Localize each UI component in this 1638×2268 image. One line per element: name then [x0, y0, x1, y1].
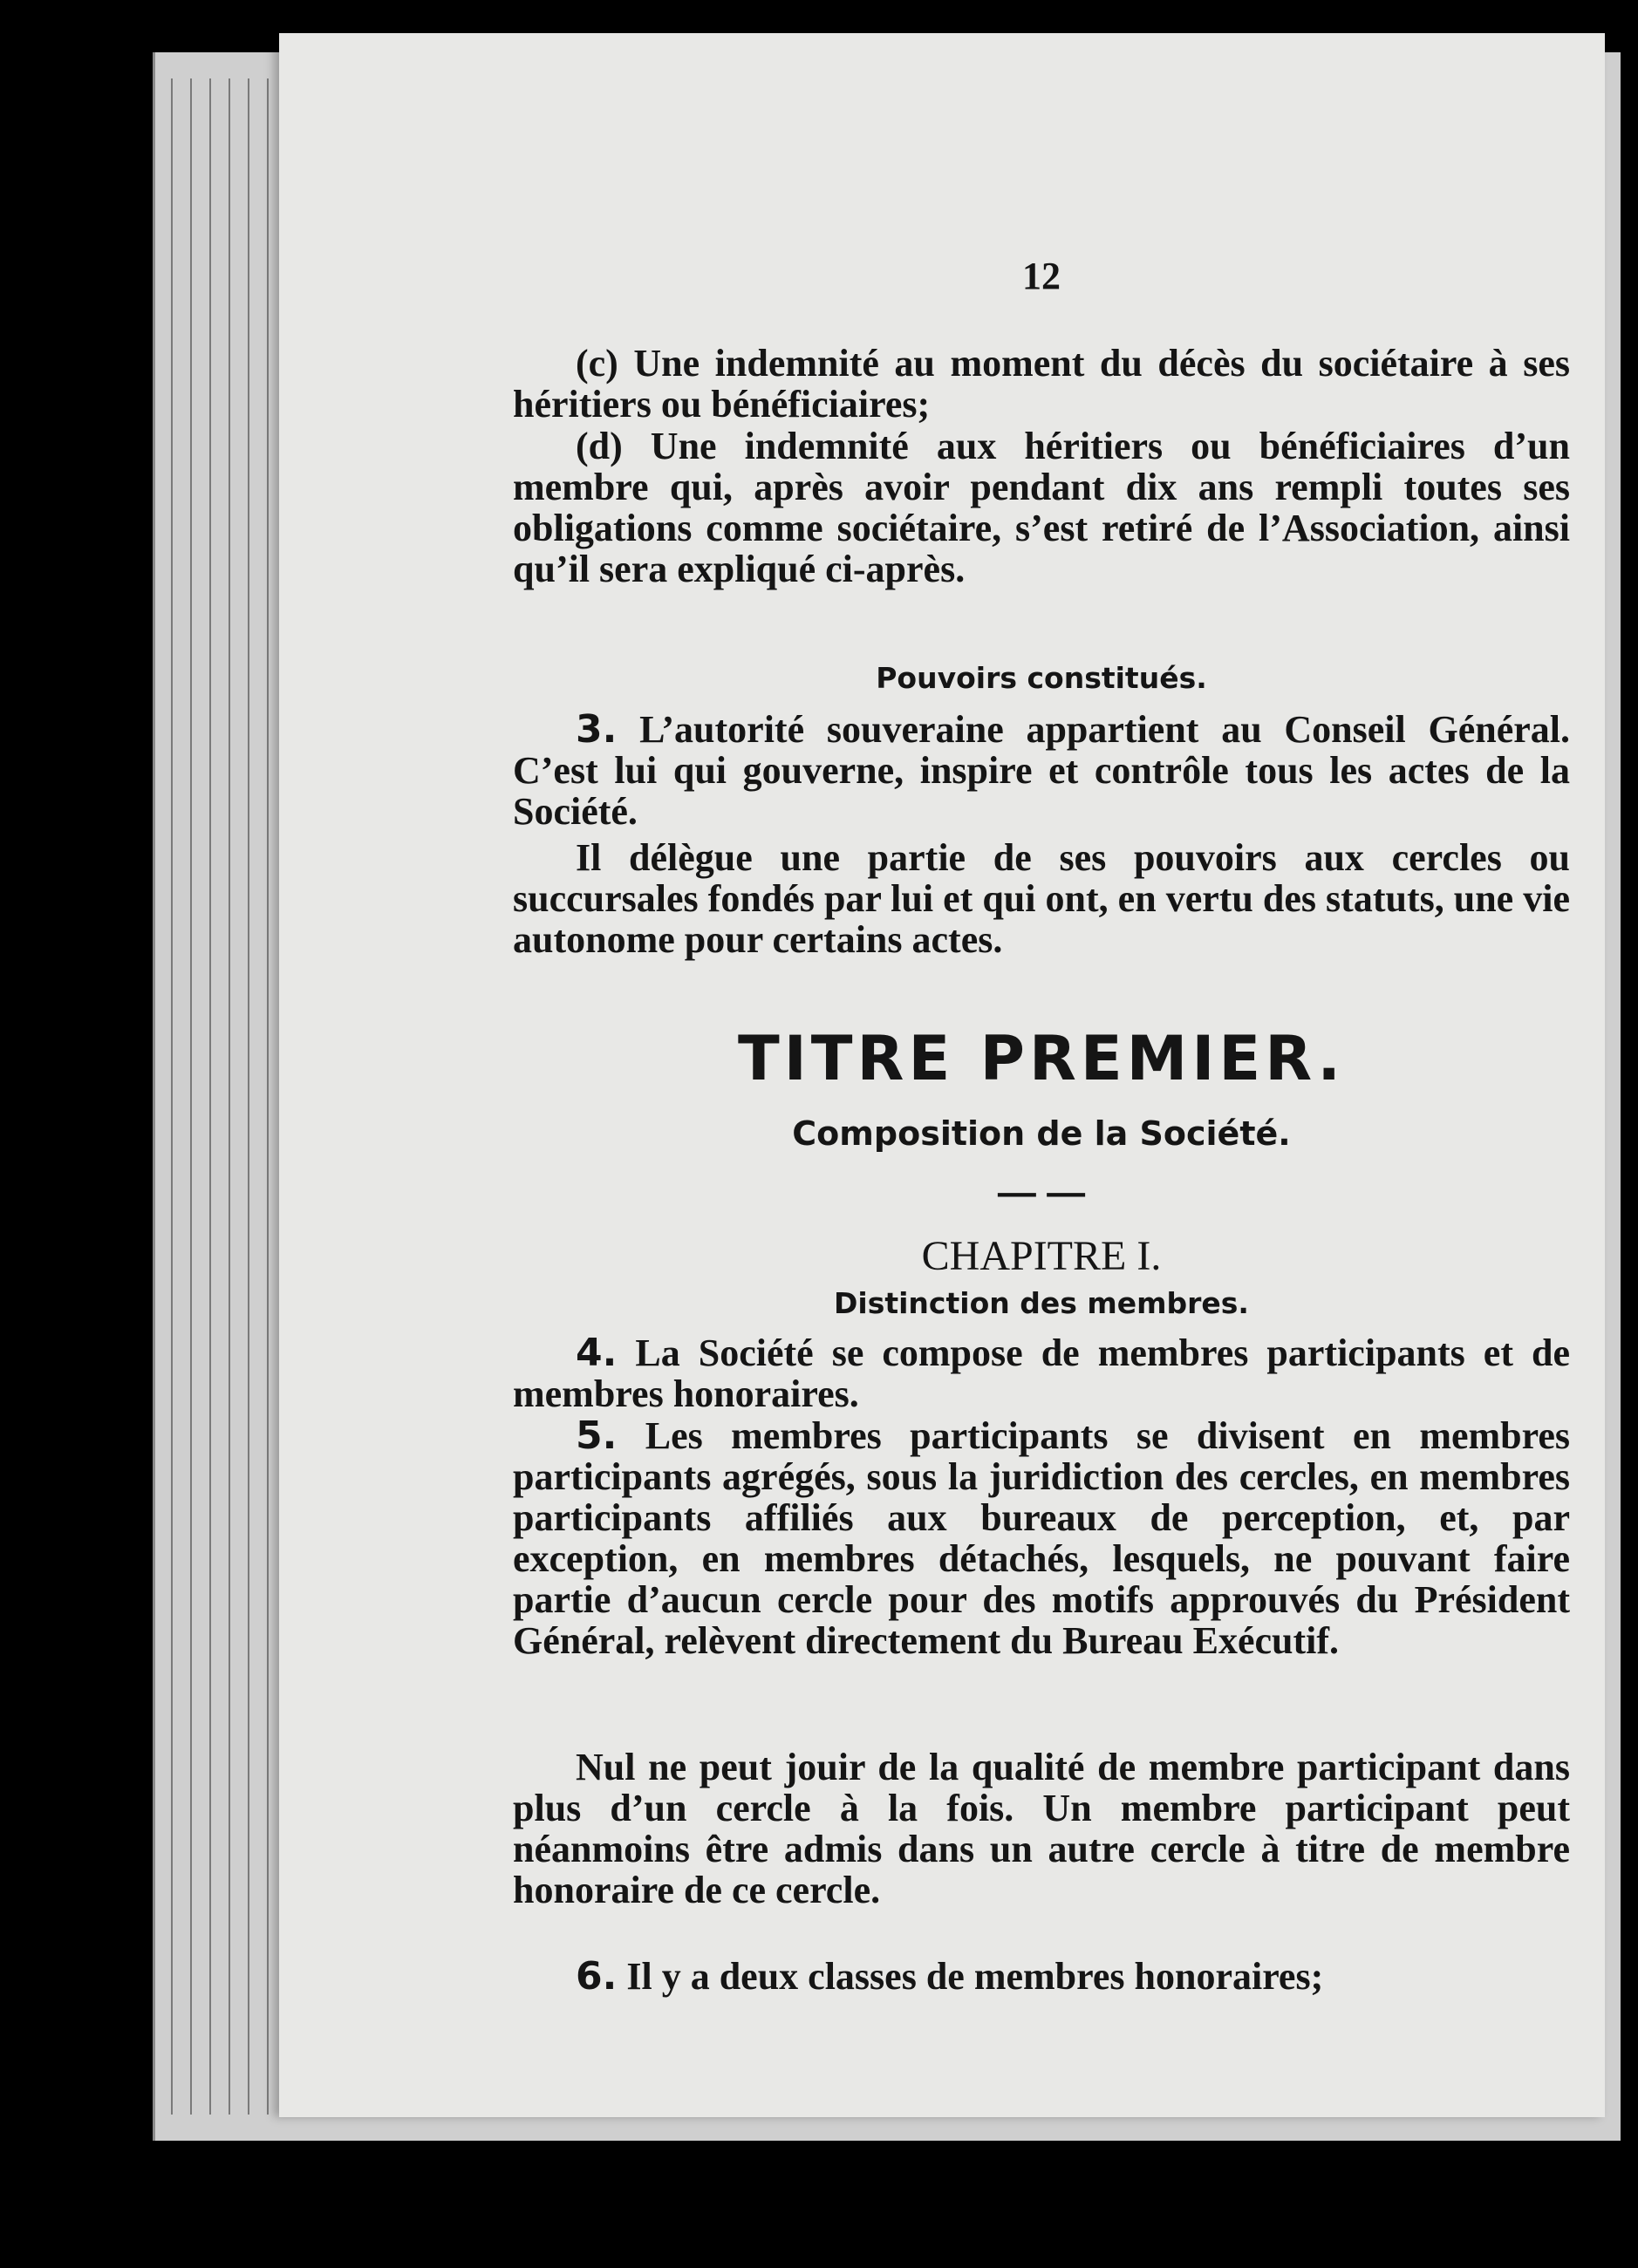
page-number: 12 — [1022, 255, 1061, 297]
article-number: 3. — [576, 707, 618, 752]
article-text: L’autorité souveraine appartient au Conseil Général. C’est lui qui gouverne, inspire et contrôle tous les actes de la Société. — [513, 708, 1571, 833]
page-edge — [248, 78, 249, 2115]
paragraph-c: (c) Une indemnité au moment du décès du sociétaire à ses héritiers ou bénéficiaires; — [513, 342, 1570, 426]
article-number: 5. — [576, 1413, 618, 1458]
chapter-heading: CHAPITRE I. — [921, 1233, 1162, 1279]
titre-heading: TITRE PREMIER. — [738, 1023, 1345, 1094]
article-5-continuation: Nul ne peut jouir de la qualité de membre participant dans plus d’un cercle à la fois. Un membre participant peut néanmoins être admis dans un autre cercle à titre de membre honoraire de ce cercle. — [513, 1746, 1570, 1911]
section-heading-pouvoirs: Pouvoirs constitués. — [876, 661, 1207, 695]
article-text: Les membres participants se divisent en membres participants agrégés, sous la juridiction des cercles, en membres participants affiliés aux bureaux de perception, et, par exception, en membres détachés, lesquels, ne pouvant faire partie d’aucun cercle pour des motifs approuvés du Président Général, relèvent directement du Bureau Exécutif. — [513, 1414, 1571, 1662]
titre-subheading: Composition de la Société. — [792, 1114, 1291, 1153]
paragraph-d: (d) Une indemnité aux héritiers ou bénéficiaires d’un membre qui, après avoir pendant dix ans rempli toutes ses obligations comme sociétaire, s’est retiré de l’Association, ainsi qu’il sera expliqué ci-après. — [513, 425, 1570, 590]
article-text: Il y a deux classes de membres honoraires; — [626, 1955, 1324, 1998]
document-page — [279, 33, 1605, 2117]
article-5 — [513, 1415, 1570, 1661]
article-3-continuation: Il délègue une partie de ses pouvoirs aux cercles ou succursales fondés par lui et qui ont, en vertu des statuts, une vie autonome pour certains actes. — [513, 836, 1570, 961]
section-divider: — — — [997, 1171, 1086, 1214]
page-edge — [267, 78, 269, 2115]
page-edge — [190, 78, 192, 2115]
article-6 — [513, 1956, 1570, 1997]
page-edge — [171, 78, 173, 2115]
article-number: 4. — [576, 1331, 618, 1375]
article-4 — [513, 1332, 1570, 1414]
chapter-subheading: Distinction des membres. — [834, 1286, 1249, 1320]
article-number: 6. — [576, 1954, 618, 1999]
page-edge — [229, 78, 230, 2115]
page-edge — [209, 78, 211, 2115]
article-text: La Société se compose de membres participants et de membres honoraires. — [513, 1332, 1571, 1415]
article-3 — [513, 709, 1570, 832]
